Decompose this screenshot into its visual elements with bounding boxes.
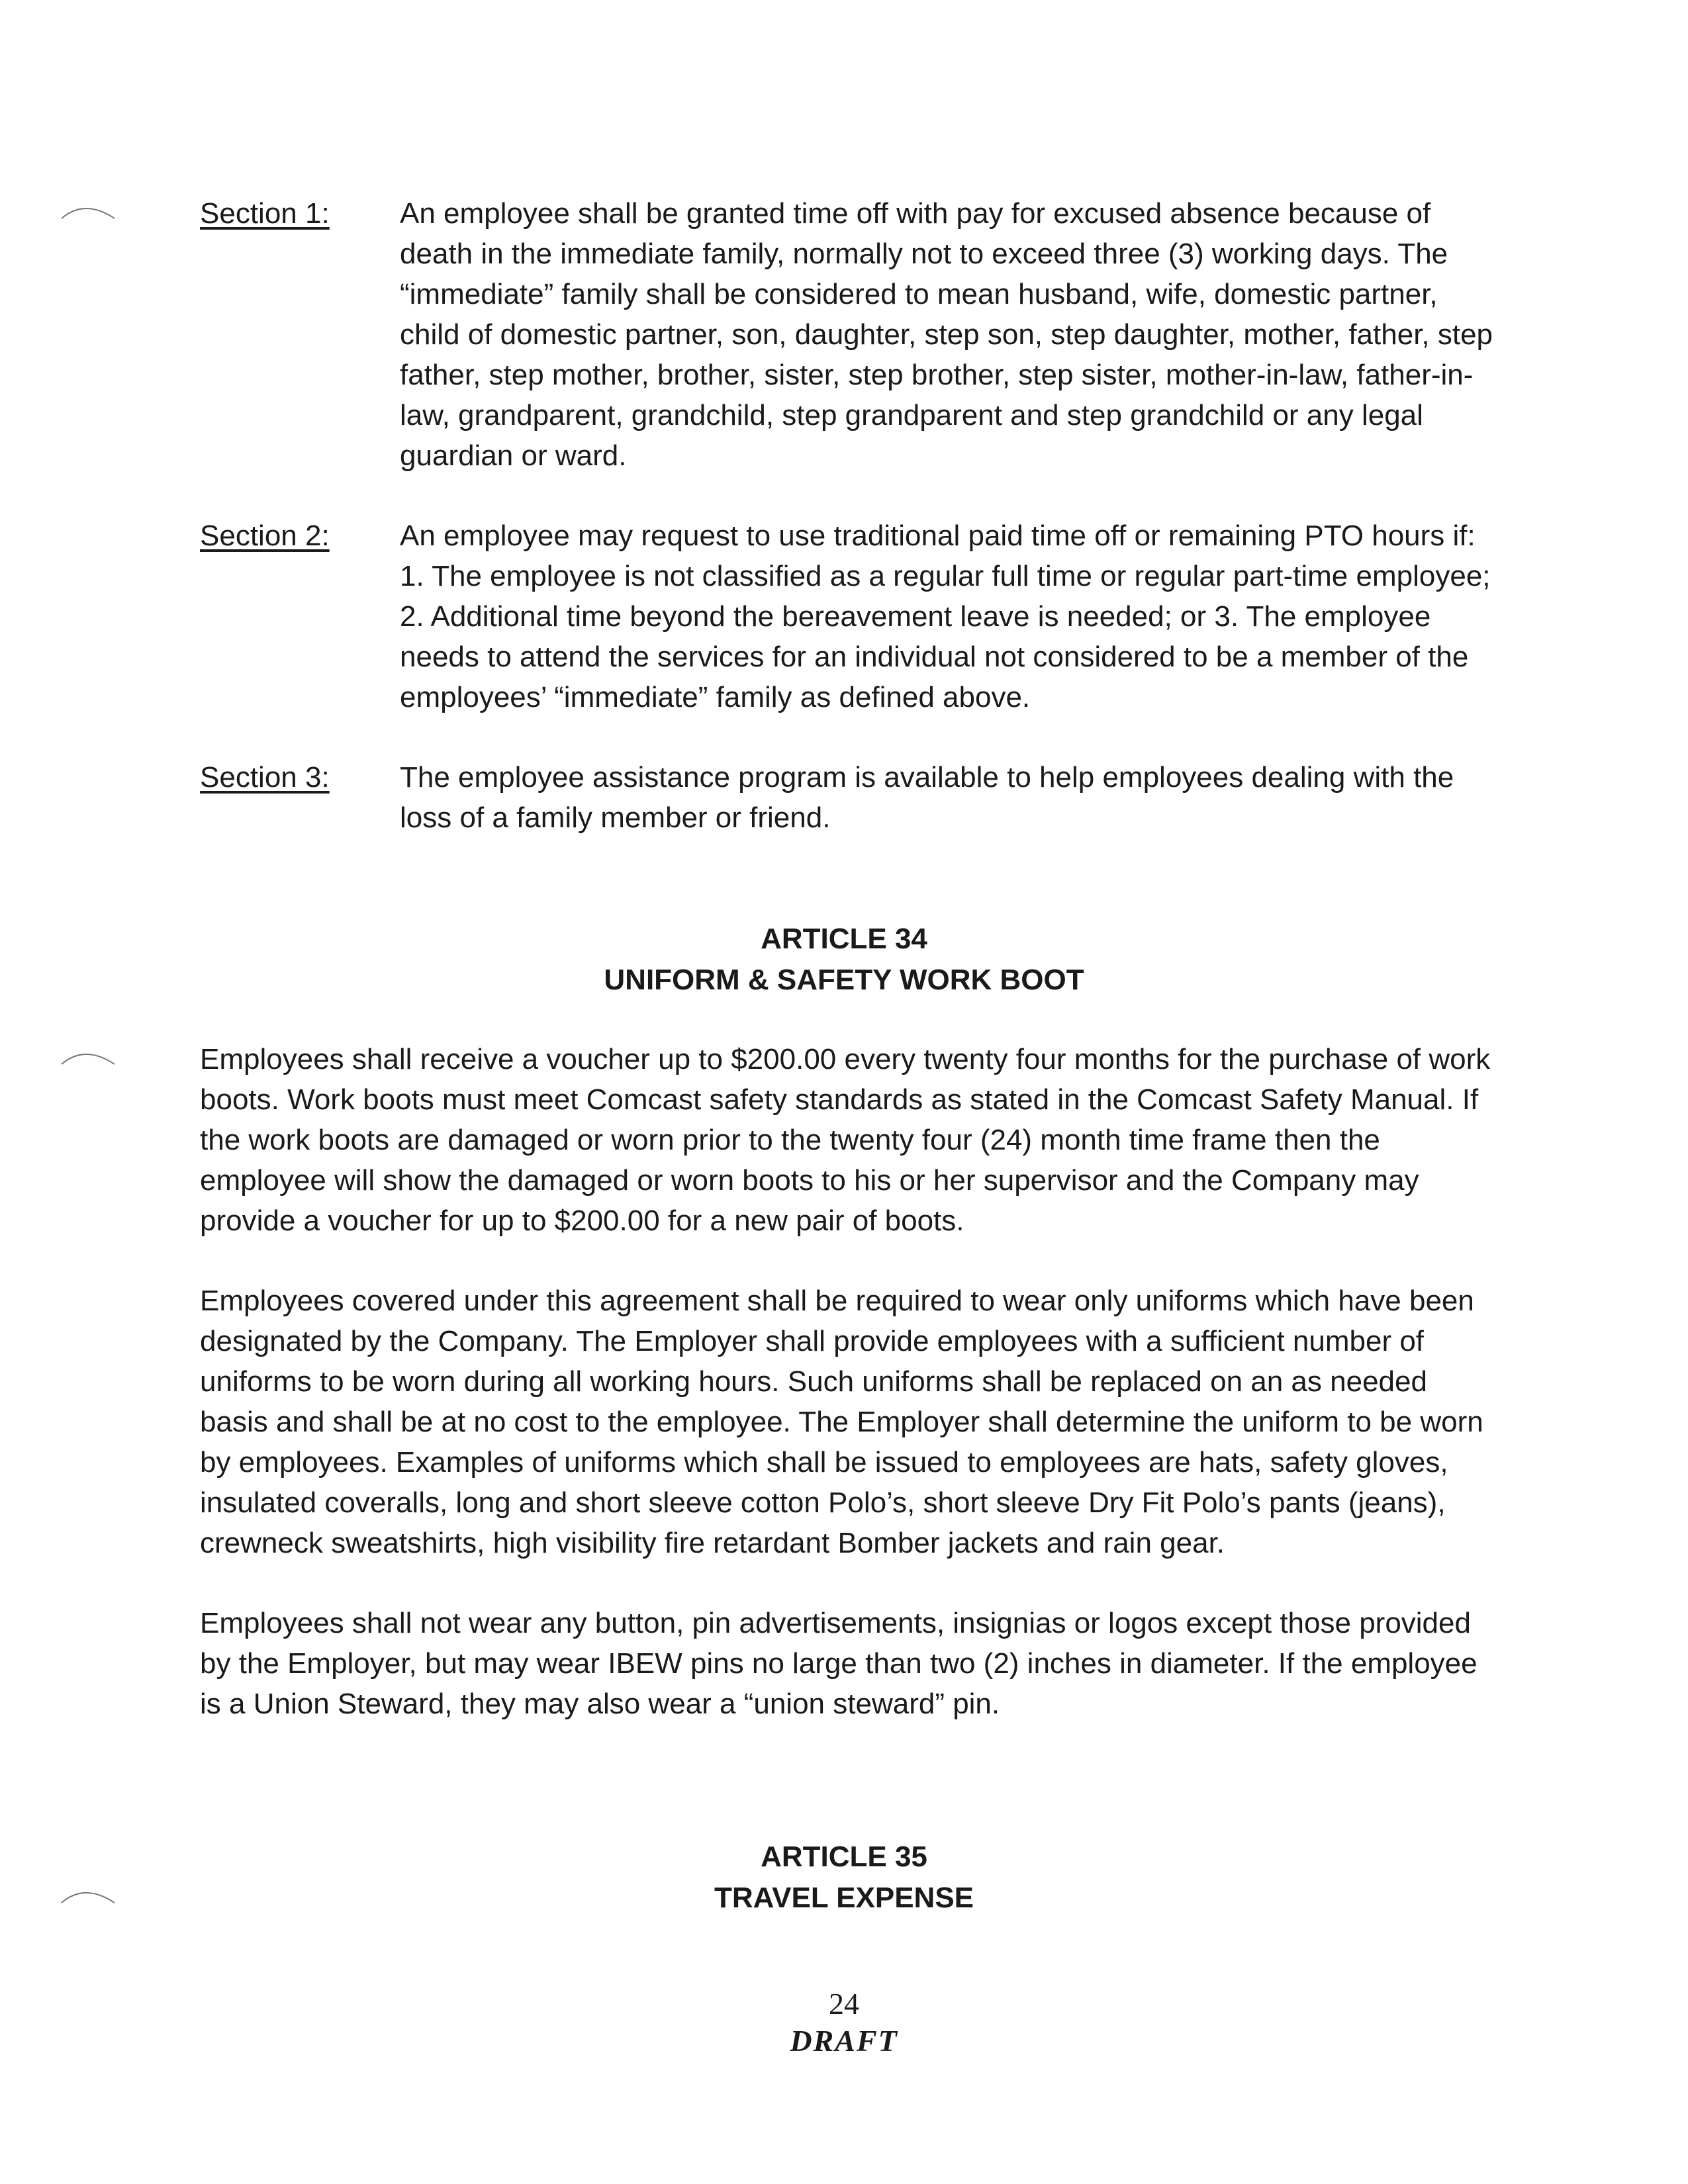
section-text: The employee assistance program is available to help employees dealing with the loss of a family member or friend. xyxy=(400,761,1454,834)
bereavement-sections xyxy=(200,193,1497,878)
paragraph: Employees shall not wear any button, pin advertisements, insignias or logos except those provided by the Employer, but may wear IBEW pins no large than two (2) inches in diameter. If the employee is a Union Steward, they may also wear a “union steward” pin. xyxy=(200,1607,1477,1720)
section-text: An employee may request to use traditional paid time off or remaining PTO hours if: 1. The employee is not classified as a regular full time or regular part-time employee; 2. Additional time beyond the bereavement leave is needed; or 3. The employee needs to attend the services for an individual not considered to be a member of the employees’ “immediate” family as defined above. xyxy=(400,520,1491,713)
section-label: Section 1: xyxy=(200,197,330,230)
paragraph: Employees shall receive a voucher up to $200.00 every twenty four months for the purchase of work boots. Work boots must meet Comcast safety standards as stated in the Comcast Safety Manual. If the work boots are damaged or worn prior to the twenty four (24) month time frame then the employee will show the damaged or worn boots to his or her supervisor and the Company may provide a voucher for up to $200.00 for a new pair of boots. xyxy=(200,1043,1491,1237)
article-title: UNIFORM & SAFETY WORK BOOT xyxy=(604,964,1084,996)
punch-hole-mark-icon xyxy=(58,199,118,225)
article-34-heading xyxy=(0,919,1688,1001)
section-label: Section 3: xyxy=(200,761,330,794)
section-text: An employee shall be granted time off with pay for excused absence because of death in the immediate family, normally not to exceed three (3) working days. The “immediate” family shall be considered to mean husband, wife, domestic partner, child of domestic partner, son, daughter, step son, step daughter, mother, father, step father, step mother, brother, sister, step brother, step sister, mother-in-law, father-in-law, grandparent, grandchild, step grandparent and step grandchild or any legal guardian or ward. xyxy=(400,197,1493,472)
article-number: ARTICLE 34 xyxy=(761,923,927,955)
section-1 xyxy=(200,193,1497,476)
article-34-body xyxy=(200,1039,1497,1764)
article-number: ARTICLE 35 xyxy=(761,1841,927,1873)
draft-watermark: DRAFT xyxy=(790,2024,898,2058)
section-2 xyxy=(200,516,1497,717)
page-number: 24 xyxy=(829,1987,859,2021)
article-title: TRAVEL EXPENSE xyxy=(714,1882,974,1914)
section-3 xyxy=(200,757,1497,838)
section-label: Section 2: xyxy=(200,520,330,552)
punch-hole-mark-icon xyxy=(58,1044,118,1071)
paragraph: Employees covered under this agreement shall be required to wear only uniforms which have been designated by the Company. The Employer shall provide employees with a sufficient number of uniforms to be worn during all working hours. Such uniforms shall be replaced on an as needed basis and shall be at no cost to the employee. The Employer shall determine the uniform to be worn by employees. Examples of uniforms which shall be issued to employees are hats, safety gloves, insulated coveralls, long and short sleeve cotton Polo’s, short sleeve Dry Fit Polo’s pants (jeans), crewneck sweatshirts, high visibility fire retardant Bomber jackets and rain gear. xyxy=(200,1285,1483,1559)
article-35-heading xyxy=(0,1837,1688,1919)
